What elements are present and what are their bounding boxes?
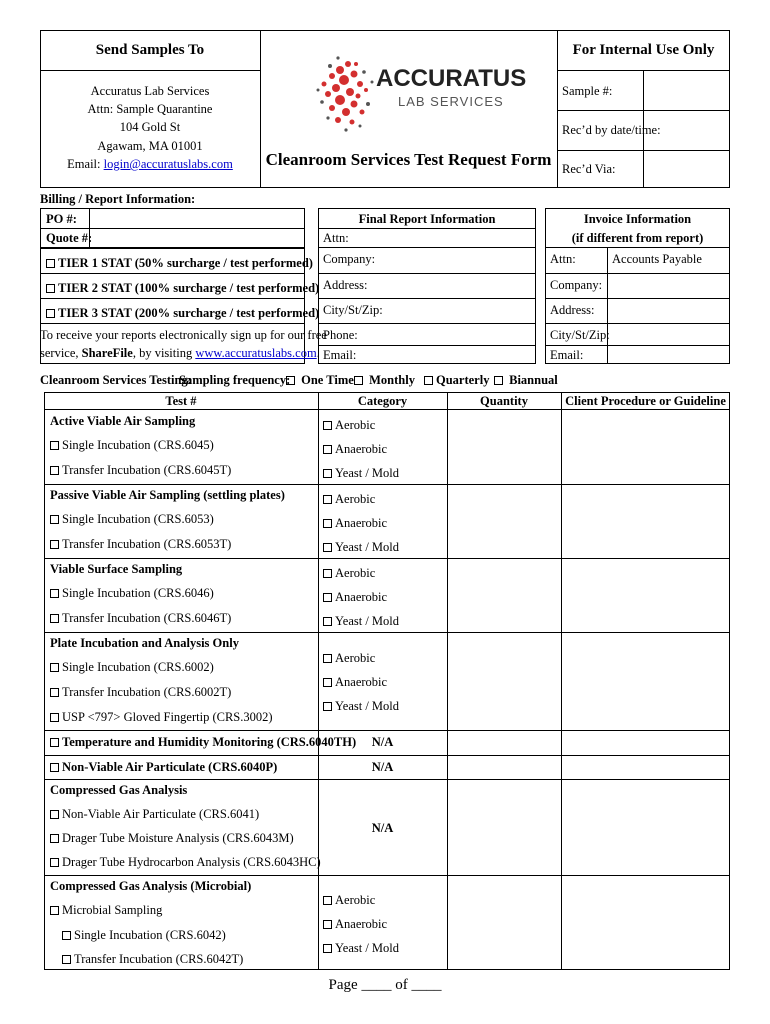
sec-rule-6 [44,779,730,780]
s2-item-1-label: Single Incubation (CRS.6053) [62,512,214,526]
s2-cat-3[interactable] [323,540,399,554]
s2-item-2-checkbox[interactable] [50,540,59,549]
s1-cat-3[interactable] [323,466,399,480]
s4-cat-2-label: Anaerobic [335,675,388,689]
fr-phone-label: Phone: [323,328,358,342]
s2-cat-2-label: Anaerobic [335,516,388,530]
tier-2-label: TIER 2 STAT (100% surcharge / test performed) [58,281,320,295]
col-header-category: Category [357,394,408,408]
tier-3-option[interactable] [46,306,319,320]
s4-item-1-checkbox[interactable] [50,663,59,672]
s3-cat-2[interactable] [323,590,387,604]
s8-item-checkbox[interactable] [50,906,59,915]
sec-rule-3 [44,632,730,633]
s6-category: N/A [371,760,394,774]
s8-cat-3-label: Yeast / Mold [335,941,400,955]
inv-attn-value[interactable]: Accounts Payable [612,252,702,266]
s2-cat-1[interactable] [323,492,375,506]
header-row-rule [44,409,730,410]
address-line-4: Agawam, MA 01001 [97,139,203,153]
testing-label: Cleanroom Services Testing: [40,373,192,387]
s7-item-2[interactable] [50,831,294,845]
recd-via-label: Rec’d Via: [562,162,616,176]
frequency-label: Sampling frequency: [179,373,291,387]
s2-cat-3-label: Yeast / Mold [335,540,400,554]
s7-item-2-label: Drager Tube Moisture Analysis (CRS.6043M) [62,831,294,845]
freq-quarterly[interactable] [424,373,489,387]
col-header-test: Test # [165,394,197,408]
s8-item-label: Microbial Sampling [62,903,163,917]
s3-cat-3-checkbox[interactable] [323,617,332,626]
po-field[interactable] [90,209,304,227]
s1-item-2-checkbox[interactable] [50,466,59,475]
freq-biannual[interactable] [494,373,558,387]
logo-sub-text: LAB SERVICES [398,94,504,109]
s7-item-1-label: Non-Viable Air Particulate (CRS.6041) [62,807,260,821]
inv-city-label: City/St/Zip: [550,328,610,342]
s3-cat-1-checkbox[interactable] [323,569,332,578]
s2-cat-2[interactable] [323,516,387,530]
s1-cat-2[interactable] [323,442,387,456]
s8-cat-2[interactable] [323,917,387,931]
sharefile-text-2d: . [316,346,320,360]
form-title: Cleanroom Services Test Request Form [265,150,552,169]
sample-number-label: Sample #: [562,84,613,98]
inv-company-label: Company: [550,278,603,292]
s1-item-2[interactable] [50,463,231,477]
freq-monthly-checkbox[interactable] [354,376,363,385]
s3-title: Viable Surface Sampling [50,562,183,576]
s1-cat-1-label: Aerobic [335,418,376,432]
s3-cat-1-label: Aerobic [335,566,376,580]
inv-rule-2 [545,273,730,274]
s2-cat-2-checkbox[interactable] [323,519,332,528]
sharefile-text-1: To receive your reports electronically sign up for our free [40,328,327,342]
tier-3-label: TIER 3 STAT (200% surcharge / test performed) [58,306,320,320]
quote-label: Quote #: [46,231,93,245]
s8-cat-2-checkbox[interactable] [323,920,332,929]
email-line [40,157,260,171]
freq-one-time[interactable] [286,373,354,387]
logo-brand-text: ACCURATUS [376,65,527,92]
company-logo [310,42,527,142]
s8-cat-2-label: Anaerobic [335,917,388,931]
s1-cat-3-checkbox[interactable] [323,469,332,478]
s5-category: N/A [371,735,394,749]
s3-cat-2-label: Anaerobic [335,590,388,604]
fr-company-label: Company: [323,252,376,266]
s3-cat-2-checkbox[interactable] [323,593,332,602]
tier-1-checkbox[interactable] [46,259,55,268]
sharefile-text-2a: service, [40,346,82,360]
s4-cat-3[interactable] [323,699,399,713]
s8-title: Compressed Gas Analysis (Microbial) [50,879,252,893]
s1-cat-2-checkbox[interactable] [323,445,332,454]
s8-subitem-1-checkbox[interactable] [62,931,71,940]
s8-subitem-1[interactable] [62,928,226,942]
sec-rule-7 [44,875,730,876]
s4-cat-1-checkbox[interactable] [323,654,332,663]
s7-item-3-checkbox[interactable] [50,858,59,867]
col-header-procedure: Client Procedure or Guideline [565,394,726,408]
email-label: Email: [67,157,104,171]
s1-item-1-checkbox[interactable] [50,441,59,450]
tier-rule-3 [40,323,305,324]
s8-cat-1-checkbox[interactable] [323,896,332,905]
freq-one-time-label: One Time [301,373,354,387]
tier-1-option[interactable] [46,256,313,270]
sec-rule-2 [44,558,730,559]
fr-address-label: Address: [323,278,368,292]
s4-item-1[interactable] [50,660,214,674]
s5-title[interactable] [50,735,356,749]
s2-cat-1-checkbox[interactable] [323,495,332,504]
s4-item-3-checkbox[interactable] [50,713,59,722]
s3-item-1-label: Single Incubation (CRS.6046) [62,586,214,600]
inv-rule-4 [545,323,730,324]
logo-mark-icon [310,42,527,142]
freq-biannual-checkbox[interactable] [494,376,503,385]
send-samples-heading: Send Samples To [95,42,205,58]
s1-cat-1-checkbox[interactable] [323,421,332,430]
page-number: Page ____ of ____ [328,977,442,993]
s4-title: Plate Incubation and Analysis Only [50,636,239,650]
s8-subitem-2-checkbox[interactable] [62,955,71,964]
inv-rule-3 [545,298,730,299]
s7-item-1[interactable] [50,807,259,821]
tier-2-checkbox[interactable] [46,284,55,293]
s7-item-3-label: Drager Tube Hydrocarbon Analysis (CRS.6043HC) [62,855,321,869]
col-div-1 [318,392,319,970]
invoice-heading: Invoice Information [583,212,692,226]
s4-item-3-label: USP <797> Gloved Fingertip (CRS.3002) [62,710,273,724]
s1-cat-3-label: Yeast / Mold [335,466,400,480]
s3-cat-1[interactable] [323,566,375,580]
s6-title[interactable] [50,760,277,774]
s7-item-2-checkbox[interactable] [50,834,59,843]
s4-cat-2[interactable] [323,675,387,689]
sharefile-text-2 [40,346,320,360]
sample-number-field[interactable] [644,71,729,109]
col-div-2 [447,392,448,970]
inv-attn-label: Attn: [550,252,576,266]
s8-cat-1-label: Aerobic [335,893,376,907]
fr-rule-1 [318,247,536,248]
fr-email-label: Email: [323,348,357,362]
address-line-1: Accuratus Lab Services [90,84,210,98]
s4-item-1-label: Single Incubation (CRS.6002) [62,660,214,674]
s2-item-1-checkbox[interactable] [50,515,59,524]
s3-item-1[interactable] [50,586,214,600]
s1-cat-2-label: Anaerobic [335,442,388,456]
recd-by-field[interactable] [644,111,729,149]
freq-monthly[interactable] [354,373,415,387]
s7-item-1-checkbox[interactable] [50,810,59,819]
tier-rule-2 [40,298,305,299]
fr-attn-label: Attn: [323,231,349,245]
tier-2-option[interactable] [46,281,319,295]
s2-item-2-label: Transfer Incubation (CRS.6053T) [62,537,232,551]
internal-use-heading: For Internal Use Only [572,42,715,58]
s5-label: Temperature and Humidity Monitoring (CRS.6040TH) [62,735,357,749]
s2-item-2[interactable] [50,537,231,551]
po-label: PO #: [46,212,77,226]
s7-title: Compressed Gas Analysis [50,783,188,797]
s1-item-1-label: Single Incubation (CRS.6045) [62,438,214,452]
sharefile-text-2c: , by visiting [132,346,196,360]
sec-rule-1 [44,484,730,485]
s3-item-2[interactable] [50,611,231,625]
quote-field[interactable] [90,229,304,247]
s4-item-3[interactable] [50,710,273,724]
s6-label: Non-Viable Air Particulate (CRS.6040P) [62,760,278,774]
s1-item-2-label: Transfer Incubation (CRS.6045T) [62,463,232,477]
fr-rule-0 [318,228,536,229]
s6-checkbox[interactable] [50,763,59,772]
tier-1-label: TIER 1 STAT (50% surcharge / test performed) [58,256,313,270]
address-line-2: Attn: Sample Quarantine [87,102,213,116]
tier-rule-1 [40,273,305,274]
s8-subitem-1-label: Single Incubation (CRS.6042) [74,928,226,942]
sec-rule-4 [44,730,730,731]
s8-item[interactable] [50,903,162,917]
s5-checkbox[interactable] [50,738,59,747]
email-link[interactable]: login@accuratuslabs.com [103,157,233,171]
sec-rule-5 [44,755,730,756]
inv-rule-5 [545,345,730,346]
invoice-subheading: (if different from report) [571,231,704,245]
s3-item-2-checkbox[interactable] [50,614,59,623]
s4-cat-2-checkbox[interactable] [323,678,332,687]
fr-rule-2 [318,273,536,274]
fr-rule-4 [318,323,536,324]
recd-by-label: Rec’d by date/time: [562,123,661,137]
s2-item-1[interactable] [50,512,214,526]
s2-title: Passive Viable Air Sampling (settling plates) [50,488,285,502]
s4-cat-3-label: Yeast / Mold [335,699,400,713]
fr-city-label: City/St/Zip: [323,303,383,317]
inv-address-label: Address: [550,303,595,317]
freq-quarterly-label: Quarterly [436,373,490,387]
s8-cat-3[interactable] [323,941,399,955]
s4-cat-1[interactable] [323,651,375,665]
freq-monthly-label: Monthly [369,373,415,387]
s4-cat-1-label: Aerobic [335,651,376,665]
s8-subitem-2[interactable] [62,952,243,966]
s4-item-2-checkbox[interactable] [50,688,59,697]
s3-item-2-label: Transfer Incubation (CRS.6046T) [62,611,232,625]
inv-email-label: Email: [550,348,584,362]
s2-cat-1-label: Aerobic [335,492,376,506]
s7-category: N/A [371,821,394,835]
fr-rule-3 [318,298,536,299]
s3-cat-3-label: Yeast / Mold [335,614,400,628]
s8-subitem-2-label: Transfer Incubation (CRS.6042T) [74,952,244,966]
sharefile-link[interactable]: www.accuratuslabs.com [195,346,317,360]
col-div-3 [561,392,562,970]
billing-heading: Billing / Report Information: [40,192,196,206]
fr-rule-5 [318,345,536,346]
freq-quarterly-checkbox[interactable] [424,376,433,385]
s4-item-2[interactable] [50,685,231,699]
s2-cat-3-checkbox[interactable] [323,543,332,552]
recd-via-field[interactable] [644,151,729,187]
s8-cat-3-checkbox[interactable] [323,944,332,953]
col-header-quantity: Quantity [480,394,528,408]
s7-item-3[interactable] [50,855,321,869]
s1-item-1[interactable] [50,438,214,452]
inv-rule-1 [545,247,730,248]
tier-3-checkbox[interactable] [46,309,55,318]
freq-one-time-checkbox[interactable] [286,376,295,385]
s1-cat-1[interactable] [323,418,375,432]
s3-cat-3[interactable] [323,614,399,628]
freq-biannual-label: Biannual [509,373,558,387]
s4-item-2-label: Transfer Incubation (CRS.6002T) [62,685,232,699]
s8-cat-1[interactable] [323,893,375,907]
inv-col-divider [607,247,608,364]
address-line-3: 104 Gold St [119,120,181,134]
final-report-heading: Final Report Information [358,212,496,226]
s4-cat-3-checkbox[interactable] [323,702,332,711]
s1-title: Active Viable Air Sampling [50,414,196,428]
s3-item-1-checkbox[interactable] [50,589,59,598]
sharefile-name: ShareFile [81,346,133,360]
header-rule-left [40,70,260,71]
